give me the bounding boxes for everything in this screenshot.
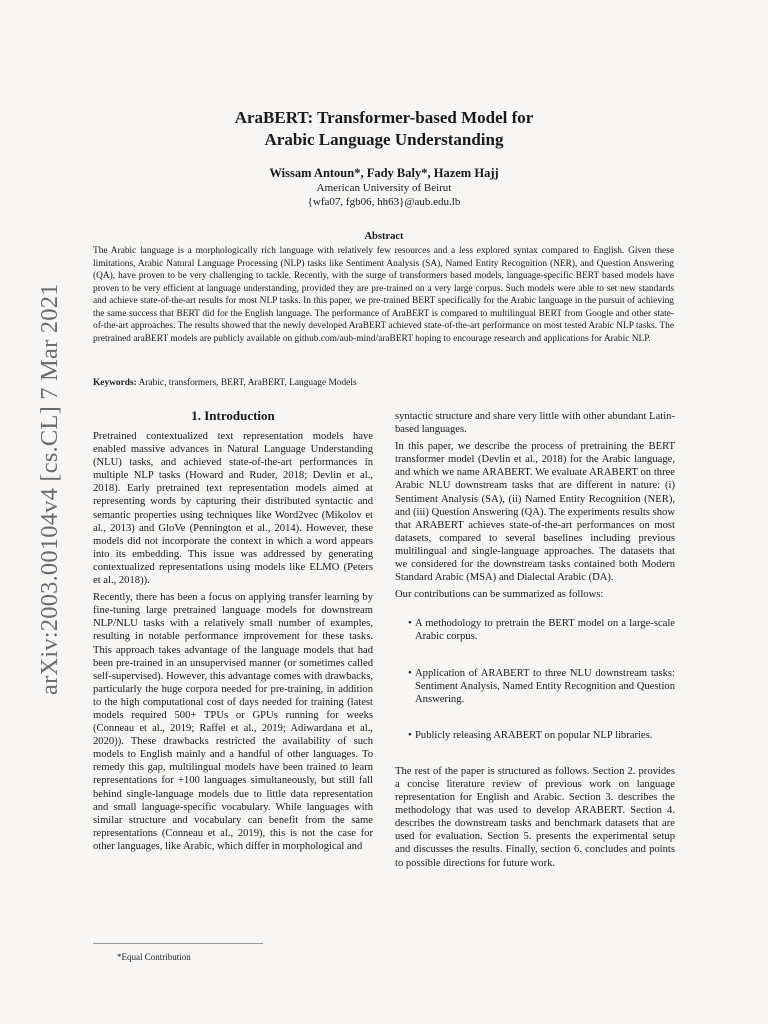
affiliation-block (0, 181, 768, 209)
intro-paragraph-6: The rest of the paper is structured as follows. Section 2. provides a concise literature review of previous work on language representation for English and Arabic. Section 3. describes the methodology that was used to develop ARABERT. Section 4. describes the downstream tasks and benchmark datasets that are used for evaluation. Section 5. presents the experimental setup and discusses the results. Finally, section 6. concludes and points to possible directions for future work. (395, 765, 675, 869)
abstract-text: The Arabic language is a morphologically rich language with relatively few resources and a less explored syntax compared to English. Given these limitations, Arabic Natural Language Processing (NLP) tasks like Sentiment Analysis (SA), Named Entity Recognition (NER), and Question Answering (QA), have proven to be very challenging to tackle. Recently, with the surge of transformers based models, language-specific BERT based models have proven to be very efficient at language understanding, provided they are pre-trained on a very large corpus. Such models were able to set new standards and achieve state-of-the-art results for most NLP tasks. In this paper, we pre-trained BERT specifically for the Arabic language in the pursuit of achieving the same success that BERT did for the English language. The performance of AraBERT is compared to multilingual BERT from Google and other state-of-the-art approaches. The results showed that the newly developed AraBERT achieved state-of-the-art performance on most tested Arabic NLP tasks. The pretrained araBERT models are publicly available on github.com/aub-mind/araBERT hoping to encourage research and applications for Arabic NLP. (93, 246, 674, 344)
intro-paragraph-5: Our contributions can be summarized as follows: (395, 589, 604, 601)
bullet-icon: • (408, 618, 412, 630)
author-emails: {wfa07, fgb06, hh63}@aub.edu.lb (307, 196, 461, 208)
abstract-heading: Abstract (364, 231, 404, 242)
list-item (395, 729, 675, 742)
keywords-text: Arabic, transformers, BERT, AraBERT, Language Models (136, 378, 357, 388)
bullet-icon: • (408, 729, 412, 741)
intro-paragraph-1: Pretrained contextualized text representation models have enabled massive advances in Natural Language Understanding (NLU) tasks, and achieved state-of-the-art performances in multiple NLP tasks (Howard and Ruder, 2018; Devlin et al., 2018). Early pretrained text representation models aimed at representing words by capturing their distributed syntactic and semantic properties using techniques like Word2vec (Mikolov et al., 2013) and GloVe (Pennington et al., 2014). However, these models did not incorporate the context in which a word appears into its embedding. This issue was addressed by generating contextualized representations using models like ELMO (Peters et al., 2018)). (93, 431, 373, 587)
authors: Wissam Antoun*, Fady Baly*, Hazem Hajj (269, 166, 499, 180)
list-item-text: Application of ARABERT to three NLU downstream tasks: Sentiment Analysis, Named Entity Recognition and Question Answering. (415, 667, 675, 705)
list-item-text: Publicly releasing ARABERT on popular NLP libraries. (415, 729, 653, 741)
left-column (93, 430, 373, 857)
paper-title (0, 107, 768, 151)
arxiv-identifier: arXiv:2003.00104v4 [cs.CL] 7 Mar 2021 (36, 283, 63, 695)
right-column (395, 410, 675, 874)
section-heading-introduction: 1. Introduction (191, 408, 275, 423)
keywords (93, 377, 674, 390)
footnote: *Equal Contribution (117, 952, 191, 962)
keywords-label: Keywords: (93, 378, 137, 388)
intro-paragraph-4: In this paper, we describe the process of pretraining the BERT transformer model (Devlin et al., 2018) for the Arabic language, and which we name ARABERT. We evaluate ARABERT on three Arabic NLU downstream tasks that are different in nature: (i) Sentiment Analysis (SA), (ii) Named Entity Recognition (NER), and (iii) Question Answering (QA). The experiments results show that ARABERT achieves state-of-the-art performances on most datasets, compared to several baselines including previous multilingual and single-language approaches. The datasets that we considered for the downstream tasks contained both Modern Standard Arabic (MSA) and Dialectal Arabic (DA). (395, 441, 675, 584)
intro-paragraph-3: syntactic structure and share very little with other abundant Latin-based languages. (395, 411, 675, 436)
contributions-list (395, 617, 675, 742)
affiliation: American University of Beirut (316, 182, 452, 194)
list-item-text: A methodology to pretrain the BERT model on a large-scale Arabic corpus. (415, 618, 675, 643)
title-line-2: Arabic Language Understanding (264, 130, 504, 149)
intro-paragraph-2: Recently, there has been a focus on applying transfer learning by fine-tuning large pretrained language models for downstream NLP/NLU tasks with a relatively small number of examples, resulting in notable performance improvement for these tasks. This approach takes advantage of the language models that had been pre-trained in an unsupervised manner (or sometimes called self-supervised). However, this advantage comes with drawbacks, particularly the huge corpora needed for pre-training, in addition to the high computational cost of days needed for training (latest models required 500+ TPUs or GPUs running for weeks (Conneau et al., 2019; Raffel et al., 2019; Adiwardana et al., 2020)). These drawbacks restricted the availability of such models to English mainly and a handful of other languages. To remedy this gap, multilingual models have been trained to learn representations for +100 languages simultaneously, but still fall behind single-language models due to little data representation and small language-specific vocabulary. While languages with similar structure and vocabulary can benefit from the same representations (Conneau et al., 2019), this is not the case for other languages, like Arabic, which differ in morphological and (93, 592, 373, 852)
footnote-divider (93, 943, 263, 944)
title-line-1: AraBERT: Transformer-based Model for (234, 108, 534, 127)
list-item (395, 667, 675, 706)
list-item (395, 617, 675, 643)
bullet-icon: • (408, 667, 412, 679)
